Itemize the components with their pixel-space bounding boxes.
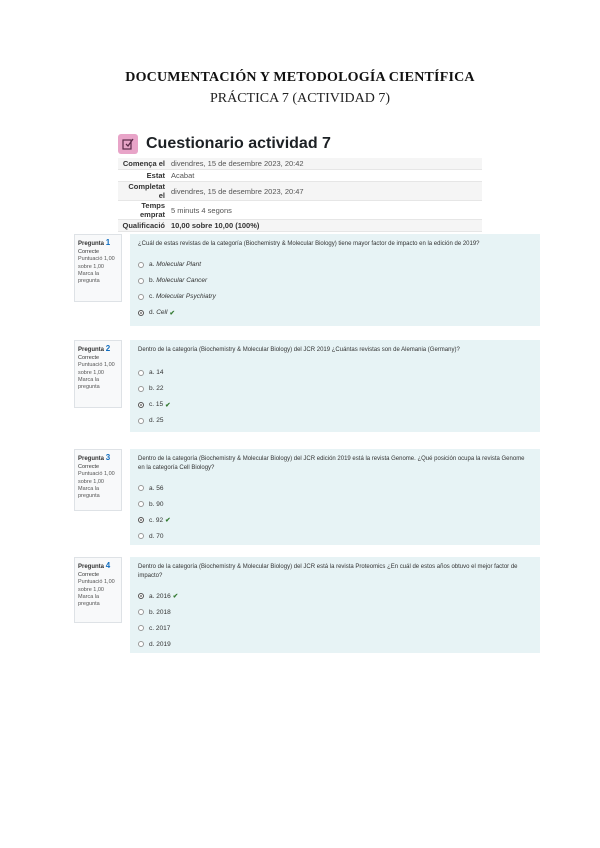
quiz-header: [118, 131, 331, 157]
summary-row: [118, 158, 482, 170]
radio-button[interactable]: [138, 609, 144, 615]
question-card-1: [130, 234, 540, 326]
answer-option[interactable]: b. 90: [138, 496, 532, 512]
question-text: Dentro de la categoría (Biochemistry & Molecular Biology) del JCR edición 2019 está la revista Genome. ¿Qué posición ocupa la revista Genome en la categoría Cell Biology?: [138, 456, 525, 471]
radio-button-selected[interactable]: [138, 517, 144, 523]
radio-button[interactable]: [138, 625, 144, 631]
answer-option[interactable]: c. 2017: [138, 620, 532, 636]
radio-button-selected[interactable]: [138, 593, 144, 599]
check-icon: ✔: [165, 401, 171, 409]
question-state: Correcte: [78, 463, 100, 470]
flag-question-link[interactable]: Marca la pregunta: [78, 271, 100, 285]
question-card-4: [130, 557, 540, 653]
answer-option-selected[interactable]: d. Cell ✔: [138, 305, 532, 321]
summary-value: 10,00 sobre 10,00 (100%): [168, 220, 482, 232]
question-text: Dentro de la categoría (Biochemistry & Molecular Biology) del JCR 2019 ¿Cuántas revistas son de Alemania (Germany)?: [138, 347, 460, 353]
summary-value: Acabat: [168, 170, 482, 182]
answer-option[interactable]: b. Molecular Cancer: [138, 273, 532, 289]
answer-option-selected[interactable]: a. 2016 ✔: [138, 588, 532, 604]
question-score: Puntuació 1,00 sobre 1,00: [78, 362, 115, 376]
flag-question-link[interactable]: Marca la pregunta: [78, 377, 100, 391]
radio-button[interactable]: [138, 294, 144, 300]
radio-button[interactable]: [138, 533, 144, 539]
summary-row: [118, 182, 482, 201]
answer-option-selected[interactable]: c. 92 ✔: [138, 512, 532, 528]
answer-option[interactable]: d. 25: [138, 413, 532, 429]
summary-value: divendres, 15 de desembre 2023, 20:42: [168, 158, 482, 170]
radio-button[interactable]: [138, 418, 144, 424]
radio-button-selected[interactable]: [138, 310, 144, 316]
answer-option-selected[interactable]: c. 15 ✔: [138, 397, 532, 413]
check-icon: ✔: [165, 517, 171, 525]
radio-button[interactable]: [138, 501, 144, 507]
summary-key: Comença el: [118, 158, 168, 170]
radio-button-selected[interactable]: [138, 402, 144, 408]
question-number: Pregunta 2: [78, 344, 111, 353]
answer-option[interactable]: d. 2019: [138, 636, 532, 652]
question-score: Puntuació 1,00 sobre 1,00: [78, 579, 115, 593]
question-score: Puntuació 1,00 sobre 1,00: [78, 471, 115, 485]
radio-button[interactable]: [138, 386, 144, 392]
radio-button[interactable]: [138, 370, 144, 376]
answer-option[interactable]: d. 70: [138, 528, 532, 544]
document-subtitle: PRÁCTICA 7 (ACTIVIDAD 7): [209, 91, 391, 106]
quiz-icon: [118, 134, 138, 154]
summary-row: [118, 201, 482, 220]
flag-question-link[interactable]: Marca la pregunta: [78, 486, 100, 500]
answer-option[interactable]: a. 14: [138, 365, 532, 381]
question-score: Puntuació 1,00 sobre 1,00: [78, 256, 115, 270]
question-state: Correcte: [78, 248, 100, 255]
question-state: Correcte: [78, 354, 100, 361]
answer-option[interactable]: c. Molecular Psychiatry: [138, 289, 532, 305]
document-title: DOCUMENTACIÓN Y METODOLOGÍA CIENTÍFICA: [125, 70, 475, 85]
check-icon: ✔: [172, 593, 179, 601]
summary-key: Temps emprat: [118, 201, 168, 220]
question-card-2: [130, 340, 540, 432]
answer-option[interactable]: b. 2018: [138, 604, 532, 620]
quiz-title: Cuestionario actividad 7: [146, 135, 331, 152]
question-card-3: [130, 449, 540, 545]
flag-question-link[interactable]: Marca la pregunta: [78, 594, 100, 608]
radio-button[interactable]: [138, 262, 144, 268]
question-info-1: [74, 234, 122, 302]
question-info-4: [74, 557, 122, 623]
summary-key: Estat: [118, 170, 168, 182]
question-number: Pregunta 4: [78, 561, 111, 570]
question-text: ¿Cuál de estas revistas de la categoría (Biochemistry & Molecular Biology) tiene mayor factor de impacto en la edición de 2019?: [138, 241, 480, 247]
radio-button[interactable]: [138, 641, 144, 647]
summary-row: [118, 170, 482, 182]
summary-value: divendres, 15 de desembre 2023, 20:47: [168, 182, 482, 201]
attempt-summary-table: [118, 158, 482, 232]
check-icon: ✔: [169, 309, 175, 317]
question-number: Pregunta 3: [78, 453, 111, 462]
radio-button[interactable]: [138, 278, 144, 284]
question-info-3: [74, 449, 122, 511]
summary-value: 5 minuts 4 segons: [168, 201, 482, 220]
answer-option[interactable]: a. Molecular Plant: [138, 257, 532, 273]
answer-option[interactable]: b. 22: [138, 381, 532, 397]
question-number: Pregunta 1: [78, 238, 111, 247]
radio-button[interactable]: [138, 485, 144, 491]
answer-option[interactable]: a. 56: [138, 480, 532, 496]
summary-row: [118, 220, 482, 232]
summary-key: Completat el: [118, 182, 168, 201]
question-state: Correcte: [78, 571, 100, 578]
question-info-2: [74, 340, 122, 408]
question-text: Dentro de la categoría (Biochemistry & Molecular Biology) del JCR está la revista Proteomics ¿En cuál de estos años obtuvo el mejor factor de impacto?: [138, 564, 518, 579]
summary-key: Qualificació: [118, 220, 168, 232]
